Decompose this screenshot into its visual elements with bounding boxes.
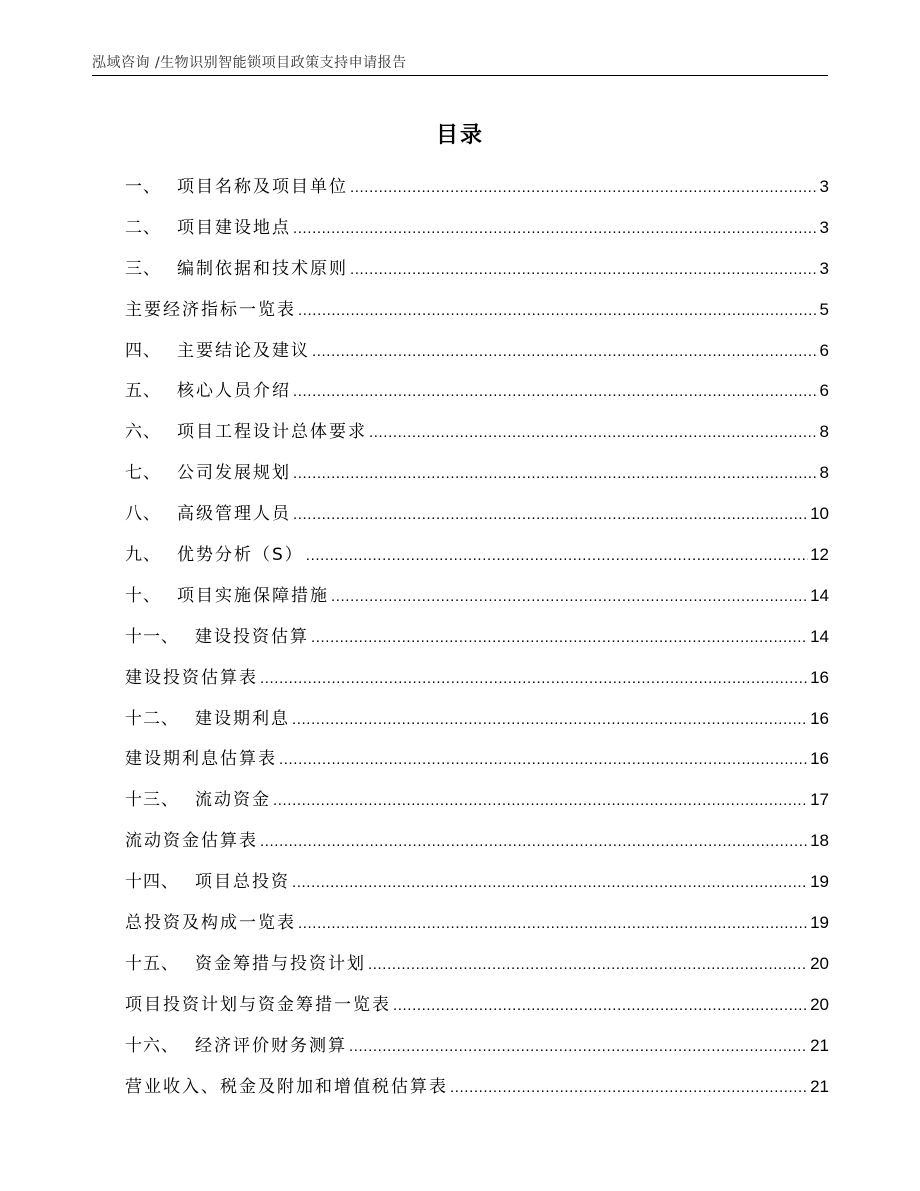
toc-entry-page-number: 8 (819, 463, 829, 483)
toc-entry[interactable] (125, 1031, 829, 1072)
toc-entry[interactable] (125, 540, 829, 581)
toc-entry-number: 十一、 (125, 626, 179, 647)
toc-dot-leader (293, 459, 818, 489)
toc-entry-page-number: 16 (810, 667, 829, 687)
toc-dot-leader (350, 255, 818, 285)
toc-entry[interactable] (125, 376, 829, 417)
toc-entry[interactable] (125, 295, 829, 336)
toc-entry[interactable] (125, 949, 829, 990)
toc-entry[interactable] (125, 499, 829, 540)
toc-entry-page-number: 16 (810, 749, 829, 769)
toc-dot-leader (260, 827, 808, 857)
toc-dot-leader (450, 1073, 808, 1103)
toc-entry-page-number: 12 (810, 545, 829, 565)
toc-entry-number: 八、 (125, 504, 161, 525)
toc-entry-label: 流动资金 (195, 790, 271, 811)
toc-dot-leader (293, 377, 818, 407)
toc-entry-label: 建设投资估算 (195, 626, 309, 647)
toc-entry[interactable] (125, 908, 829, 949)
page-title: 目录 (435, 123, 484, 148)
toc-entry-label: 项目工程设计总体要求 (177, 422, 367, 443)
toc-entry-label: 主要经济指标一览表 (125, 299, 296, 320)
toc-entry-label: 项目名称及项目单位 (177, 177, 348, 197)
toc-entry-page-number: 21 (810, 1035, 829, 1055)
toc-dot-leader (298, 909, 808, 939)
toc-dot-leader (350, 173, 818, 203)
toc-entry-number: 四、 (125, 340, 161, 361)
toc-dot-leader (260, 664, 808, 694)
toc-entry-label: 项目总投资 (195, 872, 290, 893)
toc-entry[interactable] (125, 663, 829, 704)
toc-dot-leader (292, 868, 808, 898)
toc-entry-page-number: 14 (810, 585, 829, 605)
toc-dot-leader (293, 214, 818, 244)
toc-entry-label: 公司发展规划 (177, 463, 291, 484)
toc-entry-page-number: 3 (819, 258, 829, 278)
toc-dot-leader (298, 296, 818, 326)
toc-entry[interactable] (125, 826, 829, 867)
toc-entry[interactable] (125, 254, 829, 295)
toc-entry-label: 建设期利息 (195, 708, 290, 729)
toc-entry-number: 十、 (125, 585, 161, 606)
toc-entry[interactable] (125, 417, 829, 458)
toc-entry-page-number: 16 (810, 708, 829, 728)
toc-entry-label: 建设期利息估算表 (125, 749, 277, 770)
toc-entry[interactable] (125, 622, 829, 663)
toc-entry-label: 建设投资估算表 (125, 667, 258, 688)
toc-entry[interactable] (125, 744, 829, 785)
toc-entry-page-number: 3 (819, 217, 829, 237)
toc-entry-number: 一、 (125, 177, 161, 197)
toc-entry[interactable] (125, 867, 829, 908)
toc-entry-page-number: 3 (819, 177, 829, 196)
toc-dot-leader (393, 991, 808, 1021)
toc-entry-label: 项目投资计划与资金筹措一览表 (125, 994, 391, 1015)
toc-dot-leader (368, 950, 808, 980)
toc-entry[interactable] (125, 785, 829, 826)
toc-entry[interactable] (125, 1072, 829, 1113)
toc-entry-label: 总投资及构成一览表 (125, 913, 296, 934)
toc-dot-leader (292, 705, 808, 735)
toc-dot-leader (312, 337, 818, 367)
toc-entry-number: 十三、 (125, 790, 179, 811)
toc-entry-page-number: 6 (819, 340, 829, 360)
toc-entry-page-number: 8 (819, 422, 829, 442)
toc-entry-label: 高级管理人员 (177, 504, 291, 525)
toc-entry[interactable] (125, 172, 829, 213)
toc-entry-page-number: 21 (810, 1076, 829, 1096)
toc-entry[interactable] (125, 990, 829, 1031)
toc-entry-page-number: 6 (819, 381, 829, 401)
toc-entry-label: 优势分析（S） (177, 545, 304, 566)
toc-dot-leader (279, 745, 808, 775)
toc-entry-number: 五、 (125, 381, 161, 402)
toc-entry-page-number: 14 (810, 626, 829, 646)
toc-entry-page-number: 5 (819, 299, 829, 319)
toc-entry-label: 项目建设地点 (177, 217, 291, 238)
toc-dot-leader (331, 582, 808, 612)
toc-entry-label: 主要结论及建议 (177, 340, 310, 361)
toc-dot-leader (273, 786, 808, 816)
toc-entry[interactable] (125, 336, 829, 377)
toc-entry[interactable] (125, 213, 829, 254)
toc-entry[interactable] (125, 581, 829, 622)
toc-dot-leader (293, 500, 808, 530)
toc-entry-page-number: 19 (810, 913, 829, 933)
toc-entry-page-number: 18 (810, 831, 829, 851)
toc-entry-number: 二、 (125, 217, 161, 238)
toc-entry-page-number: 20 (810, 953, 829, 973)
toc-entry-label: 营业收入、税金及附加和增值税估算表 (125, 1076, 448, 1097)
toc-entry-page-number: 10 (810, 504, 829, 524)
toc-entry-label: 流动资金估算表 (125, 831, 258, 852)
toc-entry-label: 核心人员介绍 (177, 381, 291, 402)
toc-entry-page-number: 17 (810, 790, 829, 810)
toc-dot-leader (349, 1032, 808, 1062)
toc-entry-number: 九、 (125, 545, 161, 566)
toc-entry-page-number: 19 (810, 872, 829, 892)
toc-entry-number: 十六、 (125, 1035, 179, 1056)
toc-entry-number: 十五、 (125, 953, 179, 974)
toc-entry-number: 十四、 (125, 872, 179, 893)
toc-entry[interactable] (125, 458, 829, 499)
toc-entry-number: 十二、 (125, 708, 179, 729)
toc-dot-leader (306, 541, 808, 571)
toc-entry-number: 三、 (125, 258, 161, 279)
toc-entry-label: 经济评价财务测算 (195, 1035, 347, 1056)
running-header: 泓域咨询 /生物识别智能锁项目政策支持申请报告 (92, 54, 828, 76)
toc-entry-label: 编制依据和技术原则 (177, 258, 348, 279)
table-of-contents (125, 172, 829, 1112)
toc-entry-page-number: 20 (810, 994, 829, 1014)
toc-entry-number: 六、 (125, 422, 161, 443)
toc-entry-label: 资金筹措与投资计划 (195, 953, 366, 974)
toc-dot-leader (369, 418, 818, 448)
toc-entry-number: 七、 (125, 463, 161, 484)
toc-dot-leader (311, 623, 808, 653)
toc-entry-label: 项目实施保障措施 (177, 585, 329, 606)
toc-entry[interactable] (125, 704, 829, 745)
